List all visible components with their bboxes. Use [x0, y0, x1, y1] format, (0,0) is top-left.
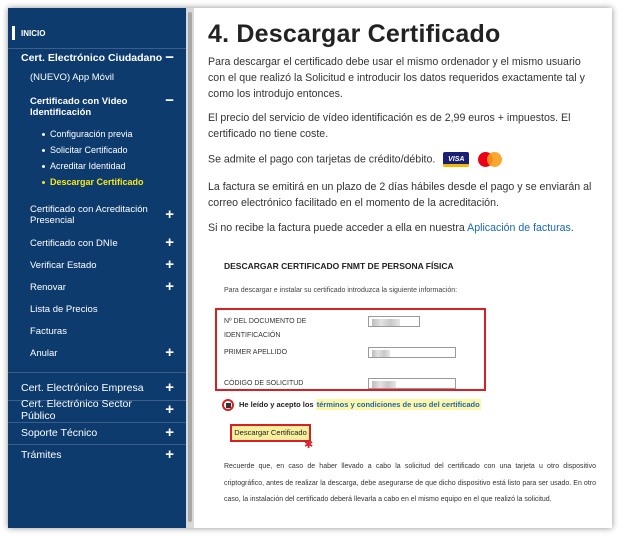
sidebar-item-label: Configuración previa — [50, 129, 133, 139]
expand-icon[interactable]: + — [165, 424, 174, 441]
expand-icon[interactable]: + — [165, 344, 174, 361]
sidebar-item-label: Lista de Precios — [30, 303, 98, 315]
label-line-1: Certificado con Video — [30, 96, 128, 107]
sidebar-item-dnie[interactable] — [8, 236, 186, 250]
sidebar-item-facturas[interactable] — [8, 324, 186, 338]
terms-link[interactable]: términos y condiciones de uso del certificado — [316, 400, 480, 409]
form-intro: Para descargar e instalar su certificado introduzca la siguiente información: — [224, 287, 458, 294]
sidebar-item-inicio[interactable] — [8, 26, 186, 40]
expand-icon[interactable]: + — [165, 278, 174, 295]
sidebar-item-label: Cert. Electrónico Sector Público — [21, 398, 132, 422]
doc-id-label — [224, 315, 306, 343]
expand-icon[interactable]: + — [165, 401, 174, 418]
paragraph-invoice-link — [208, 220, 596, 236]
terms-prefix: He leído y acepto los — [239, 400, 316, 409]
paragraph-requirements: Para descargar el certificado debe usar el mismo ordenador y el mismo usuario con el que realizó la Solicitud e introducir los datos requeridos exactamente tal y como los introdujo entonces. — [208, 56, 585, 100]
bullet-icon — [42, 165, 45, 168]
sidebar-item-solicitar[interactable] — [8, 144, 186, 156]
sidebar-item-renovar[interactable] — [8, 280, 186, 294]
sidebar-item-label: Anular — [30, 347, 58, 359]
invoice-text-end: . — [570, 222, 574, 234]
sidebar-item-label: Certificado con DNIe — [30, 237, 118, 249]
sidebar-item-label: INICIO — [21, 28, 46, 38]
apellido-input[interactable] — [368, 347, 456, 358]
sidebar-item-label: Renovar — [30, 281, 66, 293]
apellido-label: PRIMER APELLIDO — [224, 349, 288, 356]
sidebar-item-descargar[interactable] — [8, 176, 186, 188]
sidebar-item-acreditacion[interactable] — [8, 202, 186, 228]
download-certificate-button[interactable]: Descargar Certificado — [230, 424, 311, 442]
sidebar-item-verificar[interactable] — [8, 258, 186, 272]
paragraph-payment — [208, 151, 596, 168]
divider — [8, 444, 186, 445]
terms-checkbox[interactable] — [222, 399, 234, 411]
expand-icon[interactable]: + — [165, 206, 174, 223]
sidebar-item-precios[interactable] — [8, 302, 186, 316]
paragraph-invoice: La factura se emitirá en un plazo de 2 días hábiles desde el pago y se enviarán al correo electrónico facilitado en el momento de la acreditación. — [208, 181, 592, 209]
doc-id-label-line-2: IDENTIFICACIÓN — [224, 332, 281, 339]
sidebar-item-ciudadano[interactable] — [8, 50, 186, 66]
sidebar-item-label — [30, 204, 148, 226]
sidebar-item-app-movil[interactable] — [8, 70, 186, 84]
sidebar-item-label: Descargar Certificado — [50, 177, 144, 187]
bullet-icon — [42, 181, 45, 184]
sidebar-item-label: Trámites — [21, 449, 62, 461]
label-line-2: Identificación — [30, 107, 92, 118]
sidebar-item-soporte[interactable] — [8, 425, 186, 441]
sidebar-item-acreditar[interactable] — [8, 160, 186, 172]
label-line-2: Presencial — [30, 215, 75, 226]
sidebar-item-label: Verificar Estado — [30, 259, 97, 271]
sidebar-item-label: Cert. Electrónico Ciudadano — [21, 52, 163, 64]
codigo-label: CÓDIGO DE SOLICITUD — [224, 380, 304, 387]
expand-icon[interactable]: + — [165, 379, 174, 396]
expand-icon[interactable]: + — [165, 256, 174, 273]
sidebar-nav — [8, 8, 186, 528]
sidebar-item-label: Acreditar Identidad — [50, 161, 126, 171]
divider — [8, 372, 186, 373]
sidebar-item-label — [30, 96, 127, 118]
page-title: 4. Descargar Certificado — [208, 20, 501, 48]
collapse-icon[interactable]: − — [165, 92, 174, 109]
sidebar-item-sector-publico[interactable] — [8, 398, 186, 422]
bullet-icon — [42, 149, 45, 152]
sidebar-item-label: Cert. Electrónico Empresa — [21, 382, 144, 394]
form-title: DESCARGAR CERTIFICADO FNMT DE PERSONA FÍSICA — [224, 261, 454, 271]
cursor-icon: ✱ — [304, 439, 314, 451]
divider — [8, 48, 186, 49]
mastercard-logo — [476, 151, 504, 168]
sidebar-item-label: Facturas — [30, 325, 67, 337]
collapse-icon[interactable]: − — [165, 49, 174, 66]
sidebar-item-label: Soporte Técnico — [21, 427, 98, 439]
sidebar-item-label: Solicitar Certificado — [50, 145, 128, 155]
scrollbar-thumb[interactable] — [188, 12, 192, 522]
codigo-input[interactable] — [368, 378, 456, 389]
sidebar-item-empresa[interactable] — [8, 380, 186, 396]
terms-label — [239, 400, 481, 409]
payment-text: Se admite el pago con tarjetas de crédito/débito. — [208, 153, 436, 166]
invoice-app-link[interactable]: Aplicación de facturas — [467, 222, 571, 234]
visa-logo: VISA — [443, 152, 469, 167]
bullet-icon — [42, 133, 45, 136]
paragraph-price: El precio del servicio de vídeo identificación es de 2,99 euros + impuestos. El certificado no tiene coste. — [208, 112, 571, 140]
label-line-1: Certificado con Acreditación — [30, 204, 148, 215]
expand-icon[interactable]: + — [165, 234, 174, 251]
invoice-text: Si no recibe la factura puede acceder a ella en nuestra — [208, 222, 468, 234]
sidebar-item-configuracion[interactable] — [8, 128, 186, 140]
download-notice: Recuerde que, en caso de haber llevado a cabo la solicitud del certificado con una tarjeta u otro dispositivo criptográfico, antes de realizar la descarga, debe asegurarse de que dicho dispositivo está listo para ser usado. En otro caso, la instalación del certificado deberá llevarla a cabo en el mismo equipo en el que realizó la solicitud. — [224, 463, 596, 503]
sidebar-item-anular[interactable] — [8, 346, 186, 360]
check-icon — [226, 403, 231, 408]
doc-id-input[interactable] — [368, 316, 420, 327]
expand-icon[interactable]: + — [165, 446, 174, 463]
doc-id-label-line-1: Nº DEL DOCUMENTO DE — [224, 318, 307, 325]
page-frame — [8, 8, 612, 528]
sidebar-item-video[interactable] — [8, 94, 186, 120]
divider — [8, 422, 186, 423]
sidebar-item-label: (NUEVO) App Móvil — [30, 71, 114, 83]
card-logos — [443, 151, 504, 168]
sidebar-item-tramites[interactable] — [8, 447, 186, 463]
